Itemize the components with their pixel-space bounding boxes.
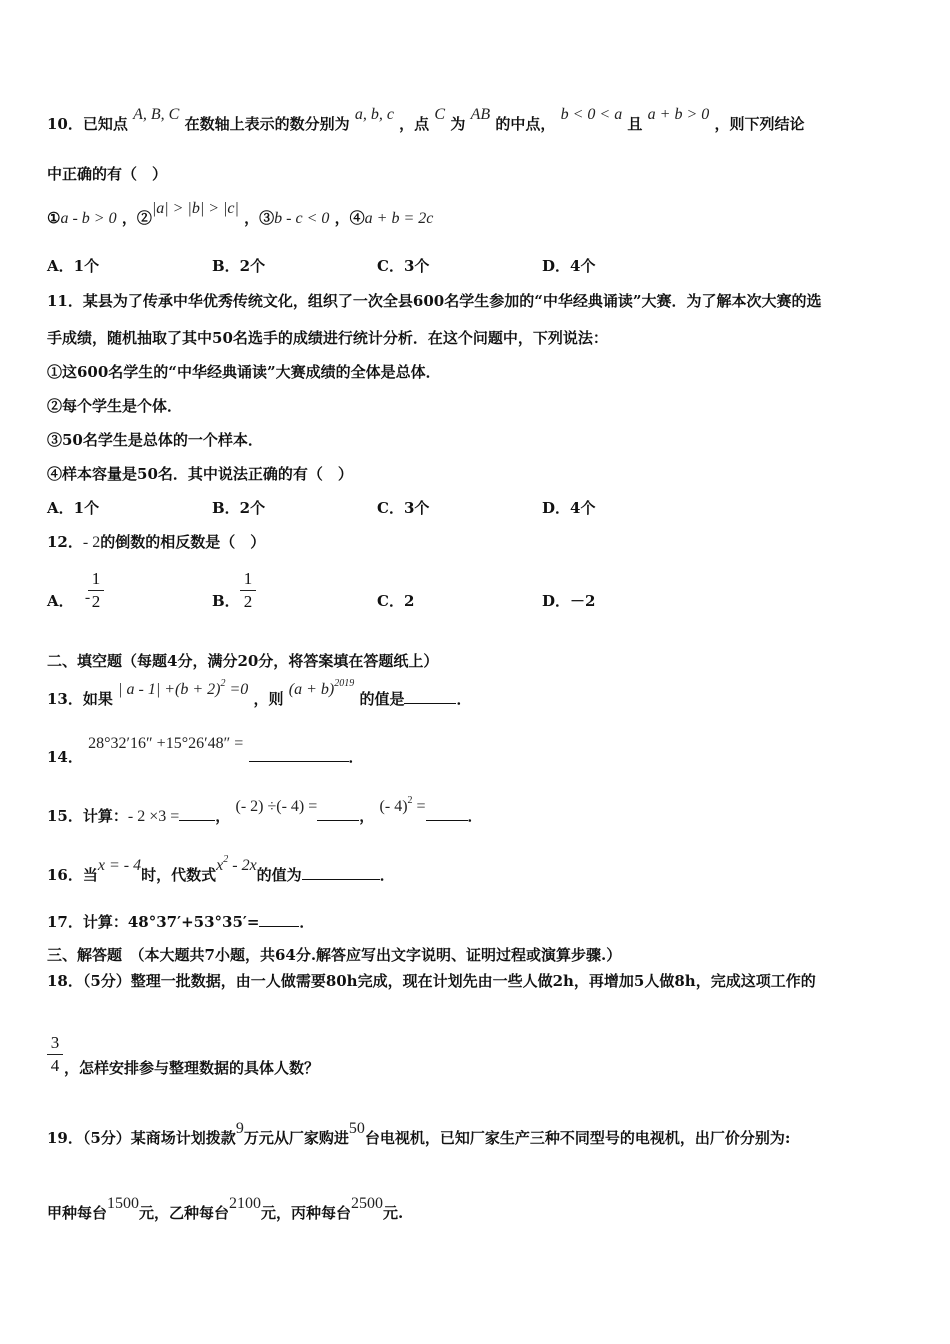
q14-expression-math: 28°32′16″ +15°26′48″ = xyxy=(88,735,244,752)
question-11-item2: ②每个学生是个体． xyxy=(47,397,183,415)
q13-answer-blank[interactable] xyxy=(404,689,456,704)
q15-answer-blank-3[interactable] xyxy=(426,806,468,821)
q15-expr2-math: (- 2) ÷(- 4) = xyxy=(235,798,318,815)
q19-budget-math: 9 xyxy=(235,1120,244,1137)
q12-option-d[interactable]: D．－2 xyxy=(542,592,596,610)
q11-option-c[interactable]: C．3个 xyxy=(377,499,430,517)
question-18-line2: ，怎样安排参与整理数据的具体人数？ xyxy=(64,1059,320,1077)
q14-answer-blank[interactable] xyxy=(249,747,349,762)
question-11-line2: 手成绩，随机抽取了其中50名选手的成绩进行统计分析．在这个问题中，下列说法： xyxy=(47,329,608,347)
statement-1-math: a - b > 0 xyxy=(60,210,117,227)
question-14 xyxy=(47,735,364,768)
q10-values-math: a, b, c xyxy=(354,106,394,123)
question-11-item3: ③50名学生是总体的一个样本． xyxy=(47,431,263,449)
q19-text: 万元从厂家购进 xyxy=(243,1129,349,1147)
q11-option-a[interactable]: A．1个 xyxy=(47,499,100,517)
section-3-title: 三、解答题 （本大题共7小题，共64分.解答应写出文字说明、证明过程或演算步骤.） xyxy=(47,946,622,964)
question-13 xyxy=(47,678,472,712)
q19-price-a-math: 1500 xyxy=(107,1195,140,1212)
q10-option-a[interactable]: A．1个 xyxy=(47,257,100,275)
q10-condition2-math: a + b > 0 xyxy=(647,106,710,123)
option-label: B． xyxy=(212,592,240,610)
q10-option-b[interactable]: B．2个 xyxy=(212,257,266,275)
q17-text: 17．计算：48°37′+53°35′= xyxy=(47,913,260,931)
q12-value-math: - 2 xyxy=(82,534,101,551)
q12-option-a[interactable] xyxy=(47,589,91,612)
q16-text: ． xyxy=(379,866,395,884)
q14-number: 14． xyxy=(47,748,83,766)
fraction-numerator: 1 xyxy=(243,569,253,588)
q10-text: ，点 xyxy=(399,115,430,133)
question-12 xyxy=(47,532,265,553)
q19-quantity-math: 50 xyxy=(348,1120,365,1137)
q19-text: 甲种每台 xyxy=(47,1204,108,1222)
question-10-line1 xyxy=(47,106,805,135)
statement-mark: ① xyxy=(47,209,61,227)
statement-mark: ，④ xyxy=(334,209,365,227)
q13-equation-math: | $a - 1| +(b + 2)^2 =0$ xyxy=(118,678,249,698)
q16-number: 16．当 xyxy=(47,866,98,884)
q10-number: 10．已知点 xyxy=(47,115,128,133)
q13-text: 的值是 xyxy=(359,690,405,708)
q16-expression-math: $x^2 - 2x$ xyxy=(216,854,257,874)
q10-ab-math: AB xyxy=(470,106,491,123)
option-label: A． xyxy=(47,592,74,610)
q19-text: 元，乙种每台 xyxy=(139,1204,230,1222)
q11-option-b[interactable]: B．2个 xyxy=(212,499,266,517)
fraction-denominator: 2 xyxy=(91,592,101,611)
statement-mark: ，② xyxy=(121,209,152,227)
q10-text: 且 xyxy=(627,115,643,133)
q12-option-b[interactable] xyxy=(212,591,240,611)
statement-4-math: a + b = 2c xyxy=(364,210,434,227)
q19-price-c-math: 2500 xyxy=(351,1195,384,1212)
q16-text: 的值为 xyxy=(256,866,302,884)
fraction-bar xyxy=(240,590,256,591)
question-18-line1: 18．（5分）整理一批数据，由一人做需要80h完成，现在计划先由一些人做2h，再增加5人做8h，完成这项工作的 xyxy=(47,972,816,990)
statement-mark: ，③ xyxy=(244,209,275,227)
q12-option-b-fraction xyxy=(240,569,256,612)
question-19-line2 xyxy=(47,1195,404,1224)
q13-text: ． xyxy=(456,690,472,708)
q15-text: ， xyxy=(359,807,375,825)
q12-option-c[interactable]: C．2 xyxy=(377,592,415,610)
q14-text: ． xyxy=(348,748,364,766)
fraction-bar xyxy=(88,590,104,591)
q10-option-c[interactable]: C．3个 xyxy=(377,257,430,275)
minus-sign: - xyxy=(84,589,91,606)
q10-points-math: A, B, C xyxy=(133,106,180,123)
q15-text: ， xyxy=(215,807,231,825)
q10-point-c-math: C xyxy=(434,106,446,123)
fraction-numerator: 3 xyxy=(50,1033,60,1052)
q10-text: 为 xyxy=(450,115,466,133)
q19-price-b-math: 2100 xyxy=(229,1195,262,1212)
question-11-line1: 11．某县为了传承中华优秀传统文化，组织了一次全县600名学生参加的“中华经典诵读”大赛．为了解本次大赛的选 xyxy=(47,292,822,310)
q18-fraction xyxy=(47,1033,63,1076)
question-10-line2: 中正确的有（ ） xyxy=(47,165,168,183)
q12-text: 的倒数的相反数是（ ） xyxy=(100,533,266,551)
q10-condition1-math: b < 0 < a xyxy=(560,106,623,123)
q15-expr3-math: (- 4)$^2$ = xyxy=(379,795,426,815)
question-16 xyxy=(47,854,395,888)
q15-answer-blank-2[interactable] xyxy=(317,806,359,821)
question-10-statements xyxy=(47,200,434,229)
q19-text: 19．（5分）某商场计划拨款 xyxy=(47,1129,236,1147)
fraction-numerator: 1 xyxy=(91,569,101,588)
q10-option-d[interactable]: D．4个 xyxy=(542,257,596,275)
statement-3-math: b - c < 0 xyxy=(274,210,330,227)
q15-number: 15．计算： xyxy=(47,807,128,825)
q13-text: ，则 xyxy=(253,690,284,708)
q16-x-value-math: x = - 4 xyxy=(97,857,142,874)
q13-expression-math: $(a + b)^{2019}$ xyxy=(288,678,355,698)
q15-answer-blank-1[interactable] xyxy=(179,806,215,821)
question-17 xyxy=(47,912,314,932)
q13-number: 13．如果 xyxy=(47,690,113,708)
q16-answer-blank[interactable] xyxy=(302,865,380,880)
fraction-denominator: 4 xyxy=(50,1056,60,1075)
q19-text: 元. xyxy=(383,1204,404,1222)
question-11-item4: ④样本容量是50名．其中说法正确的有（ ） xyxy=(47,465,353,483)
question-11-item1: ①这600名学生的“中华经典诵读”大赛成绩的全体是总体． xyxy=(47,363,441,381)
section-2-title: 二、填空题（每题4分，满分20分，将答案填在答题纸上） xyxy=(47,652,439,670)
q19-text: 台电视机，已知厂家生产三种不同型号的电视机，出厂价分别为: xyxy=(364,1129,791,1147)
q10-text: 在数轴上表示的数分别为 xyxy=(184,115,350,133)
q10-text: ，则下列结论 xyxy=(714,115,805,133)
q11-option-d[interactable]: D．4个 xyxy=(542,499,596,517)
question-15 xyxy=(47,795,483,829)
q15-expr1-math: - 2 ×3 = xyxy=(127,808,180,825)
q12-option-a-fraction xyxy=(88,569,104,612)
fraction-bar xyxy=(47,1054,63,1055)
q12-number: 12． xyxy=(47,533,83,551)
statement-2-math: |a| > |b| > |c| xyxy=(151,200,239,217)
q17-answer-blank[interactable] xyxy=(259,912,299,927)
q19-text: 元，丙种每台 xyxy=(261,1204,352,1222)
fraction-denominator: 2 xyxy=(243,592,253,611)
q16-text: 时，代数式 xyxy=(141,866,217,884)
q15-text: ． xyxy=(467,807,483,825)
q10-text: 的中点， xyxy=(495,115,556,133)
q17-text: ． xyxy=(299,913,315,931)
question-19-line1 xyxy=(47,1120,791,1149)
